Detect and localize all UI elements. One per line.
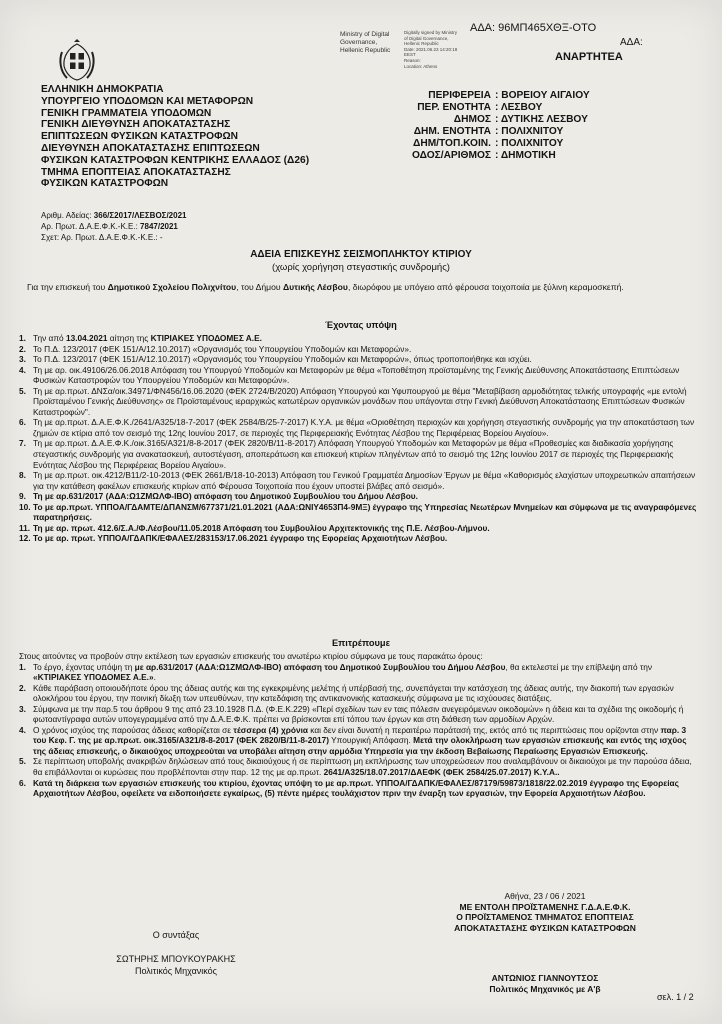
reference-numbers: Αριθμ. Αδείας: 366/Σ2017/ΛΕΣΒΟΣ/2021 Αρ. Πρωτ. Δ.Α.Ε.Φ.Κ.-Κ.Ε.: 7847/2021 Σχετ: Αρ. Πρωτ. Δ.Α.Ε.Φ.Κ.-Κ.Ε.: -	[41, 211, 187, 242]
list-item: 6. Τη με αρ.πρωτ. Δ.Α.Ε.Φ.Κ./2641/Α325/18-7-2017 (ΦΕΚ 2584/Β/25-7-2017) Κ.Υ.Α. με θέμα «Οριοθέτηση περιοχών και χορήγηση στεγαστικής συνδρομής για την αποκατάσταση των ζημιών σε κτίρια από τον σεισμό της 12ης Ιουνίου 2017, σε περιοχές της Περιφερειακής Ενότητας Λέσβου της Περιφέρειας Βορείου Αιγαίου».	[19, 417, 695, 438]
authority-line: ΔΙΕΥΘΥΝΣΗ ΑΠΟΚΑΤΑΣΤΑΣΗΣ ΕΠΙΠΤΩΣΕΩΝ	[41, 142, 260, 154]
permit-intro: Στους αιτούντες να προβούν στην εκτέλεση των εργασιών επισκευής του ανωτέρω κτιρίου σύμφωνα με τους παρακάτω όρους:	[19, 651, 483, 661]
authority-line: ΕΛΛΗΝΙΚΗ ΔΗΜΟΚΡΑΤΙΑ	[41, 84, 164, 95]
permit-heading: Επιτρέπουμε	[331, 638, 391, 648]
list-item: 1. Το έργο, έχοντας υπόψη τη με αρ.631/2017 (ΑΔΑ:Ω1ΖΜΩΛΦ-ΙΒΟ) απόφαση του Δημοτικού Συμβουλίου του Δήμου Λέσβου, θα εκτελεστεί με την επίβλεψη από την «ΚΤΙΡΙΑΚΕΣ ΥΠΟΔΟΜΕΣ Α.Ε.».	[19, 661, 653, 683]
location-row: ΟΔΟΣ/ΑΡΙΘΜΟΣ : ΔΗΜΟΤΙΚΗ	[412, 149, 556, 161]
issuing-authority	[41, 84, 309, 190]
ada-label: ΑΔΑ:	[620, 37, 643, 48]
authority-line: ΓΕΝΙΚΗ ΔΙΕΥΘΥΝΣΗ ΑΠΟΚΑΤΑΣΤΑΣΗΣ	[41, 119, 231, 131]
list-item: 2. Το Π.Δ. 123/2017 (ΦΕΚ 151/Α/12.10.2017) «Οργανισμός του Υπουργείου Υποδομών και Μεταφορών».	[19, 343, 412, 354]
list-item: 3. Σύμφωνα με την παρ.5 του άρθρου 9 της από 23.10.1928 Π.Δ. (Φ.Ε.Κ.229) «Περί σχεδίων των εν ταις πόλεσιν ανεγειρόμενων οικοδομών» η άδεια και τα σχέδια της οικοδομής ή φωτοαντίγραφα αυτών υπογεγραμμένα από την Δ.Α.Ε.Φ.Κ. πρέπει να βρίσκονται επί τόπου των έργων και στη διάθεση των αρμοδίων Αρχών.	[19, 703, 684, 725]
list-item: 11. Τη με αρ. πρωτ. 412.6/Σ.Α./Φ.Λέσβου/11.05.2018 Απόφαση του Συμβουλίου Αρχιτεκτονικής της Π.Ε. Λέσβου-Λήμνου.	[19, 522, 490, 533]
location-row: ΔΗΜ/ΤΟΠ.ΚΟΙΝ. : ΠΟΛΙΧΝΙΤΟΥ	[413, 137, 564, 149]
digital-signature-label: Ministry of Digital Governance, Hellenic Republic	[340, 31, 391, 54]
list-item: 4. Τη με αρ. οικ.49106/26.06.2018 Απόφαση του Υπουργού Υποδομών και Μεταφορών με θέμα «Τοποθέτηση προϊσταμένης της Γενικής Διεύθυνσης Αποκατάστασης Επιπτώσεων Φυσικών Καταστροφών του Υπουργείου Υποδομών και Μεταφορών».	[19, 364, 680, 386]
document-title: ΑΔΕΙΑ ΕΠΙΣΚΕΥΗΣ ΣΕΙΣΜΟΠΛΗΚΤΟΥ ΚΤΙΡΙΟΥ	[250, 249, 472, 260]
authority-line: ΤΜΗΜΑ ΕΠΟΠΤΕΙΑΣ ΑΠΟΚΑΤΑΣΤΑΣΗΣ	[41, 166, 231, 178]
considering-heading: Έχοντας υπόψη	[325, 320, 397, 330]
authority-line: ΥΠΟΥΡΓΕΙΟ ΥΠΟΔΟΜΩΝ ΚΑΙ ΜΕΤΑΦΟΡΩΝ	[41, 95, 254, 107]
authority-line: ΦΥΣΙΚΩΝ ΚΑΤΑΣΤΡΟΦΩΝ ΚΕΝΤΡΙΚΗΣ ΕΛΛΑΔΟΣ (Δ26)	[41, 154, 310, 166]
permit-terms	[19, 651, 701, 799]
list-item: 6. Κατά τη διάρκεια των εργασιών επισκευής του κτιρίου, έχοντας υπόψη το με αρ.πρωτ. ΥΠΠΟΑ/ΓΔΑΠΚ/ΕΦΑΛΕΣ/87179/59873/1818/22.02.2019 έγγραφο της Εφορείας Αρχαιοτήτων Λέσβου, οφείλετε να ειδοποιήσετε εγκαίρως, (5) πέντε ημέρες τουλάχιστον πριν την έναρξη των εργασιών, την Εφορεία Αρχαιοτήτων Λέσβου.	[19, 777, 679, 799]
ada-code: ΑΔΑ: 96ΜΠ465ΧΘΞ-ΟΤΟ	[470, 22, 597, 34]
location-row: ΔΗΜΟΣ : ΔΥΤΙΚΗΣ ΛΕΣΒΟΥ	[453, 113, 588, 125]
list-item: 12. Το με αρ. πρωτ. ΥΠΠΟΑ/ΓΔΑΠΚ/ΕΦΑΛΕΣ/283153/17.06.2021 έγγραφο της Εφορείας Αρχαιοτήτων Λέσβου.	[19, 533, 448, 544]
authority-line: ΓΕΝΙΚΗ ΓΡΑΜΜΑΤΕΙΑ ΥΠΟΔΟΜΩΝ	[41, 107, 212, 119]
location-row: ΠΕΡ. ΕΝΟΤΗΤΑ : ΛΕΣΒΟΥ	[417, 101, 543, 113]
list-item: 5. Τη με αρ.πρωτ. ΔΝΣα/οικ.34971/ΦΝ456/16.06.2020 (ΦΕΚ 2724/Β/2020) Απόφαση Υπουργού και Υφυπουργού με θέμα "Μεταβίβαση αρμοδιότητας τελικής υπογραφής «με εντολή Προϊσταμένου Γενικής Διεύθυνσης» σε Προϊσταμένους ιεραρχικώς κατωτέρων οργανικών μονάδων που υπάγονται στην Γενική Διεύθυνση Αποκατάστασης Επιπτώσεων Φυσικών Καταστροφών".	[19, 385, 687, 417]
list-item: 9. Τη με αρ.631/2017 (ΑΔΑ:Ω1ΖΜΩΛΦ-ΙΒΟ) απόφαση του Δημοτικού Συμβουλίου του Δήμου Λέσβου.	[19, 491, 418, 502]
authority-line: ΦΥΣΙΚΩΝ ΚΑΤΑΣΤΡΟΦΩΝ	[41, 178, 169, 190]
list-item: 5. Σε περίπτωση υποβολής ανακριβών δηλώσεων από τους δικαιούχους ή σε περίπτωση μη εκπλήρωσης των υποχρεώσεων που αναλαμβάνουν οι δικαιούχοι με την παρούσα άδεια, θα επιβάλλονται οι κυρώσεις που προβλέπονται στην παρ. 12 της με αρ.πρωτ. 2641/Α325/18.07.2017/ΔΑΕΦΚ (ΦΕΚ 2584/25.07.2017) Κ.Υ.Α..	[19, 756, 692, 778]
location-row: ΠΕΡΙΦΕΡΕΙΑ : ΒΟΡΕΙΟΥ ΑΙΓΑΙΟΥ	[428, 90, 590, 101]
list-item: 1. Την από 13.04.2021 αίτηση της ΚΤΙΡΙΑΚΕΣ ΥΠΟΔΟΜΕΣ Α.Ε.	[19, 333, 262, 343]
list-item: 10. Το με αρ.πρωτ. ΥΠΠΟΑ/ΓΔΑΜΤΕ/ΔΠΑΝΣΜ/677371/21.01.2021 (ΑΔΑ:ΩΝΙΥ4653Π4-9ΜΞ) έγγραφο της Υπηρεσίας Νεωτέρων Μνημείων και σύμφωνα με τις αναγραφόμενες παρατηρήσεις.	[19, 501, 697, 523]
location-row: ΔΗΜ. ΕΝΟΤΗΤΑ : ΠΟΛΙΧΝΙΤΟΥ	[413, 125, 564, 137]
document-subtitle: (χωρίς χορήγηση στεγαστικής συνδρομής)	[272, 262, 450, 273]
digital-signature-details: Digitally signed by Ministry of Digital Governance, Hellenic Republic Date: 2021.06.23 14:20:18 EEST Reason: Location: Athens	[404, 30, 458, 69]
list-item: 3. Το Π.Δ. 123/2017 (ΦΕΚ 151/Α/12.10.2017) «Οργανισμός του Υπουργείου Υποδομών και Μεταφορών», όπως τροποποιήθηκε και ισχύει.	[19, 354, 532, 365]
list-item: 2. Κάθε παράβαση οποιουδήποτε όρου της άδειας αυτής και της εγκεκριμένης μελέτης ή υπέρβασή της, συνεπάγεται την κατάσχεση της άδειας αυτής, την διακοπή των εργασιών ολοκλήρου του έργου, την ποινική δίωξη των υπευθύνων, την κατεδάφιση της αντικανονικής κατασκευής σύμφωνα με τις ισχύουσες διατάξεις.	[19, 682, 674, 704]
signer-name-block: ΑΝΤΩΝΙΟΣ ΓΙΑΝΝΟΥΤΣΟΣ Πολιτικός Μηχανικός με Α'β	[489, 973, 601, 994]
intro-paragraph: Για την επισκευή του Δημοτικού Σχολείου Πολιχνίτου, του Δήμου Δυτικής Λέσβου, διωρόφου με υπόγειο από φέρουσα τοιχοποιία με ξύλινη κεραμοσκεπή.	[27, 282, 624, 292]
list-item: 7. Τη με αρ.πρωτ. Δ.Α.Ε.Φ.Κ./οικ.3165/Α321/8-8-2017 (ΦΕΚ 2820/Β/11-8-2017) Απόφαση Υπουργού Υποδομών και Μεταφορών με θέμα «Προθεσμίες και διαδικασία χορήγησης στεγαστικής συνδρομής για ανακατασκευή, αυτοστέγαση, αποπεράτωση και επισκευή κτιρίων πληγέντων από το σεισμό της 12ης Ιουνίου 2017 σε περιοχές της Περιφερειακής Ενότητας Λέσβου της Περιφέρειας Βορείου Αιγαίου».	[19, 438, 674, 470]
publishable-stamp: ΑΝΑΡΤΗΤΕΑ	[555, 51, 623, 63]
authority-line: ΕΠΙΠΤΩΣΕΩΝ ΦΥΣΙΚΩΝ ΚΑΤΑΣΤΡΟΦΩΝ	[41, 131, 238, 143]
location-block	[373, 90, 590, 161]
signer-block: Αθήνα, 23 / 06 / 2021 ΜΕ ΕΝΤΟΛΗ ΠΡΟΪΣΤΑΜΕΝΗΣ Γ.Δ.Α.Ε.Φ.Κ. Ο ΠΡΟΪΣΤΑΜΕΝΟΣ ΤΜΗΜΑΤΟΣ ΕΠΟΠΤΕΙΑΣ ΑΠΟΚΑΤΑΣΤΑΣΗΣ ΦΥΣΙΚΩΝ ΚΑΤΑΣΤΡΟΦΩΝ	[408, 891, 682, 933]
page-number: σελ. 1 / 2	[657, 992, 694, 1002]
composer-block: Ο συντάξας ΣΩΤΗΡΗΣ ΜΠΟΥΚΟΥΡΑΚΗΣ Πολιτικός Μηχανικός	[116, 930, 236, 976]
document-date: Αθήνα, 23 / 06 / 2021	[504, 891, 586, 901]
considering-list	[19, 333, 701, 544]
list-item: 4. Ο χρόνος ισχύος της παρούσας άδειας καθορίζεται σε τέσσερα (4) χρόνια και δεν είναι δυνατή η περαιτέρω παράτασή της, εκτός από τις περιπτώσεις που ορίζονται στην παρ. 3 του Κεφ. Γ. της με αρ.πρωτ. οικ.3165/Α321/8-8-2017 (ΦΕΚ 2820/Β/11-8-2017) Υπουργική Απόφαση. Μετά την ολοκλήρωση των εργασιών επισκευής και εντός της ισχύος της άδειας επισκευής, ο δικαιούχος υποχρεούται να υποβάλει αίτηση στην αρμόδια Υπηρεσία για την έκδοση Βεβαίωσης Περαίωσης Εργασιών Επισκευής.	[19, 724, 687, 756]
list-item: 8. Τη με αρ.πρωτ. οικ.4212/Β11/2-10-2013 (ΦΕΚ 2661/Β/18-10-2013) Απόφαση του Γενικού Γραμματέα Δημοσίων Έργων με θέμα «Καθορισμός ελαχίστων υποχρεωτικών απαιτήσεων για την κατάθεση φακέλων επισκευής κτιρίων από Φέρουσα Τοιχοποιία που έχουν υποστεί βλάβες από σεισμό».	[19, 470, 696, 491]
greek-coat-of-arms-icon	[54, 38, 100, 84]
